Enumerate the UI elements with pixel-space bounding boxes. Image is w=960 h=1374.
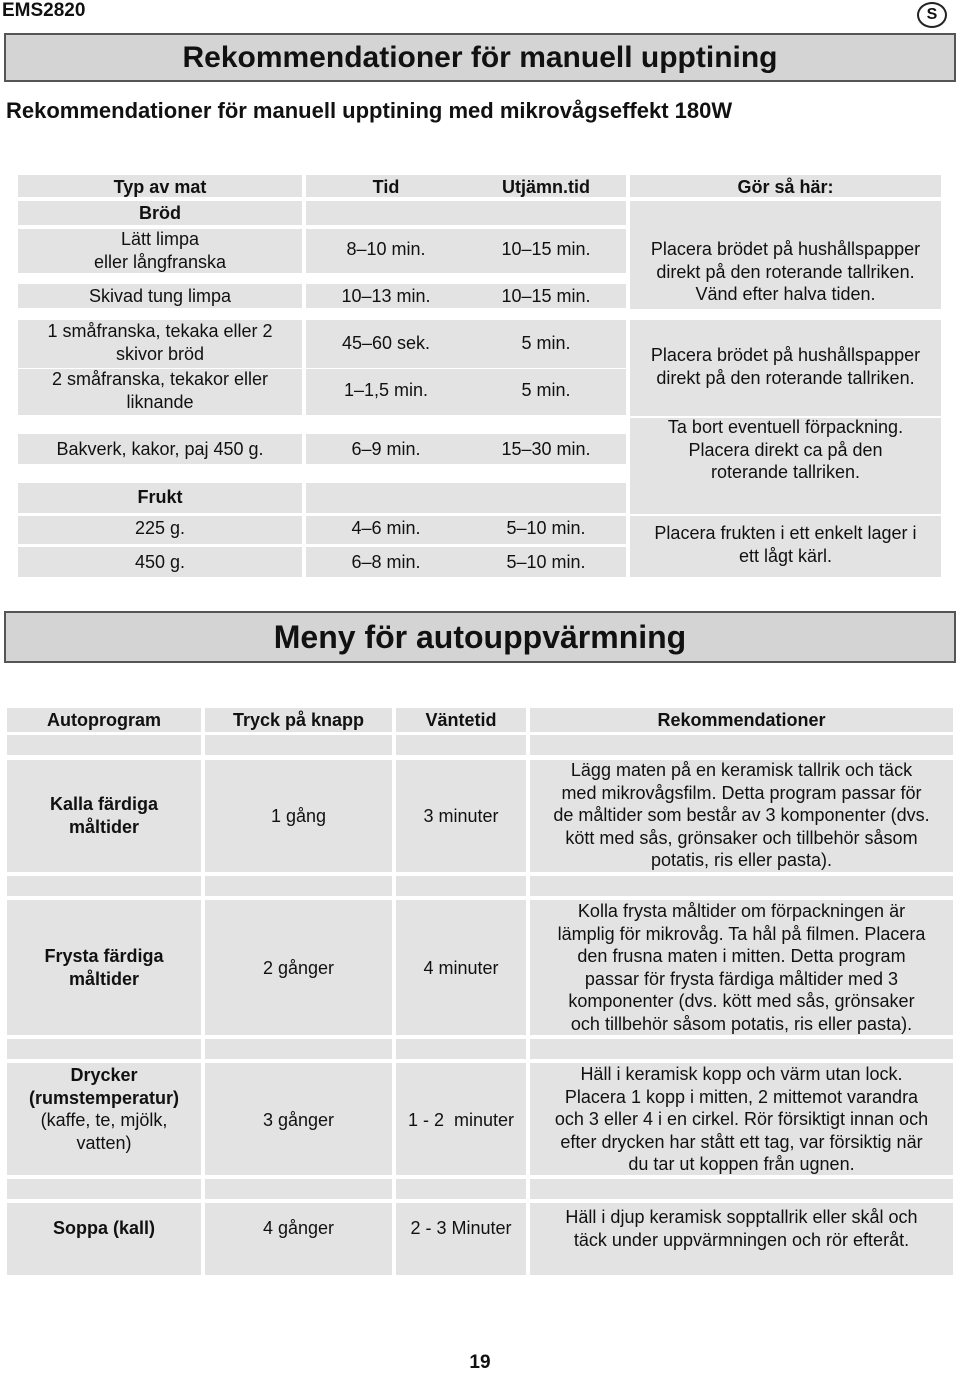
program-name: Frysta färdiga måltider bbox=[44, 946, 164, 989]
col-header-food: Typ av mat bbox=[113, 177, 207, 197]
program-note: (kaffe, te, mjölk, vatten) bbox=[40, 1110, 168, 1153]
rest-value: 5 min. bbox=[521, 380, 571, 400]
recommendation-text: Häll i keramisk kopp och värm utan lock. Placera 1 kopp i mitten, 2 mittemot varandra och 3 eller 4 i en cirkel. Rör försiktigt innan och efter drycken har stått ett tag, var försiktig när du tar ut koppen från ugnen. bbox=[554, 1064, 929, 1174]
rest-value: 15–30 min. bbox=[501, 439, 591, 459]
recommendation-text: Lägg maten på en keramisk tallrik och täck med mikrovågsfilm. Detta program passar för de måltider som består av 3 komponenter (dvs. kött med sås, grönsaker och tillbehör såsom potatis, ris eller pasta). bbox=[553, 760, 930, 870]
section1-title: Rekommendationer för manuell upptining bbox=[4, 33, 956, 82]
recommendation-text: Häll i djup keramisk sopptallrik eller skål och täck under uppvärmningen och rör efteråt. bbox=[565, 1207, 918, 1250]
food-label: 225 g. bbox=[134, 518, 186, 538]
wait-time: 1 - 2 minuter bbox=[407, 1110, 515, 1130]
food-label: Bakverk, kakor, paj 450 g. bbox=[56, 439, 264, 459]
language-badge: S bbox=[917, 2, 947, 28]
instruction-bakery: Ta bort eventuell förpackning. Placera direkt ca på den roterande tallriken. bbox=[667, 417, 904, 482]
food-label: Skivad tung limpa bbox=[88, 286, 232, 306]
press-count: 4 gånger bbox=[262, 1218, 335, 1238]
time-value: 4–6 min. bbox=[351, 518, 421, 538]
wait-time: 4 minuter bbox=[423, 958, 499, 978]
time-value: 8–10 min. bbox=[346, 239, 426, 259]
model-number: EMS2820 bbox=[2, 0, 86, 21]
instruction-bread-1: Placera brödet på hushållspapper direkt på den roterande tallriken. Vänd efter halva tiden. bbox=[650, 239, 921, 304]
press-count: 3 gånger bbox=[262, 1110, 335, 1130]
wait-time: 3 minuter bbox=[423, 806, 499, 826]
program-name: Soppa (kall) bbox=[52, 1218, 155, 1238]
time-value: 1–1,5 min. bbox=[343, 380, 429, 400]
time-value: 45–60 sek. bbox=[341, 333, 431, 353]
program-name: Kalla färdiga måltider bbox=[49, 794, 159, 837]
rest-value: 10–15 min. bbox=[501, 239, 591, 259]
col-header-program: Autoprogram bbox=[47, 710, 161, 730]
rest-value: 5–10 min. bbox=[506, 518, 586, 538]
food-label: Lätt limpa eller långfranska bbox=[93, 229, 227, 272]
category-bread: Bröd bbox=[139, 203, 181, 223]
col-header-press: Tryck på knapp bbox=[232, 710, 365, 730]
program-name: Drycker (rumstemperatur) bbox=[28, 1065, 180, 1108]
press-count: 2 gånger bbox=[262, 958, 335, 978]
wait-time: 2 - 3 Minuter bbox=[410, 1218, 512, 1238]
col-header-recommendations: Rekommendationer bbox=[657, 710, 826, 730]
food-label: 450 g. bbox=[134, 552, 186, 572]
category-fruit: Frukt bbox=[137, 487, 183, 507]
col-header-wait: Väntetid bbox=[425, 710, 497, 730]
recommendation-text: Kolla frysta måltider om förpackningen är lämplig för mikrovåg. Ta hål på filmen. Placera den frusna maten i mitten. Detta program passar för frysta färdiga måltider med 3 komponenter (dvs. kött med sås, grönsaker och tillbehör såsom potatis, ris eller pasta). bbox=[557, 901, 926, 1034]
section1-subtitle: Rekommendationer för manuell upptining med mikrovågseffekt 180W bbox=[6, 98, 733, 123]
press-count: 1 gång bbox=[270, 806, 327, 826]
time-value: 6–8 min. bbox=[351, 552, 421, 572]
time-value: 10–13 min. bbox=[341, 286, 431, 306]
rest-value: 5–10 min. bbox=[506, 552, 586, 572]
instruction-bread-2: Placera brödet på hushållspapper direkt på den roterande tallriken. bbox=[650, 345, 921, 388]
rest-value: 5 min. bbox=[521, 333, 571, 353]
food-label: 2 småfranska, tekakor eller liknande bbox=[51, 369, 269, 412]
col-header-rest: Utjämn.tid bbox=[502, 177, 590, 197]
instruction-fruit: Placera frukten i ett enkelt lager i ett lågt kärl. bbox=[654, 523, 917, 566]
section2-title: Meny för autouppvärmning bbox=[4, 611, 956, 663]
col-header-time: Tid bbox=[372, 177, 400, 197]
rest-value: 10–15 min. bbox=[501, 286, 591, 306]
time-value: 6–9 min. bbox=[351, 439, 421, 459]
food-label: 1 småfranska, tekaka eller 2 skivor bröd bbox=[47, 321, 273, 364]
page-number: 19 bbox=[469, 1352, 491, 1373]
col-header-instructions: Gör så här: bbox=[737, 177, 834, 197]
